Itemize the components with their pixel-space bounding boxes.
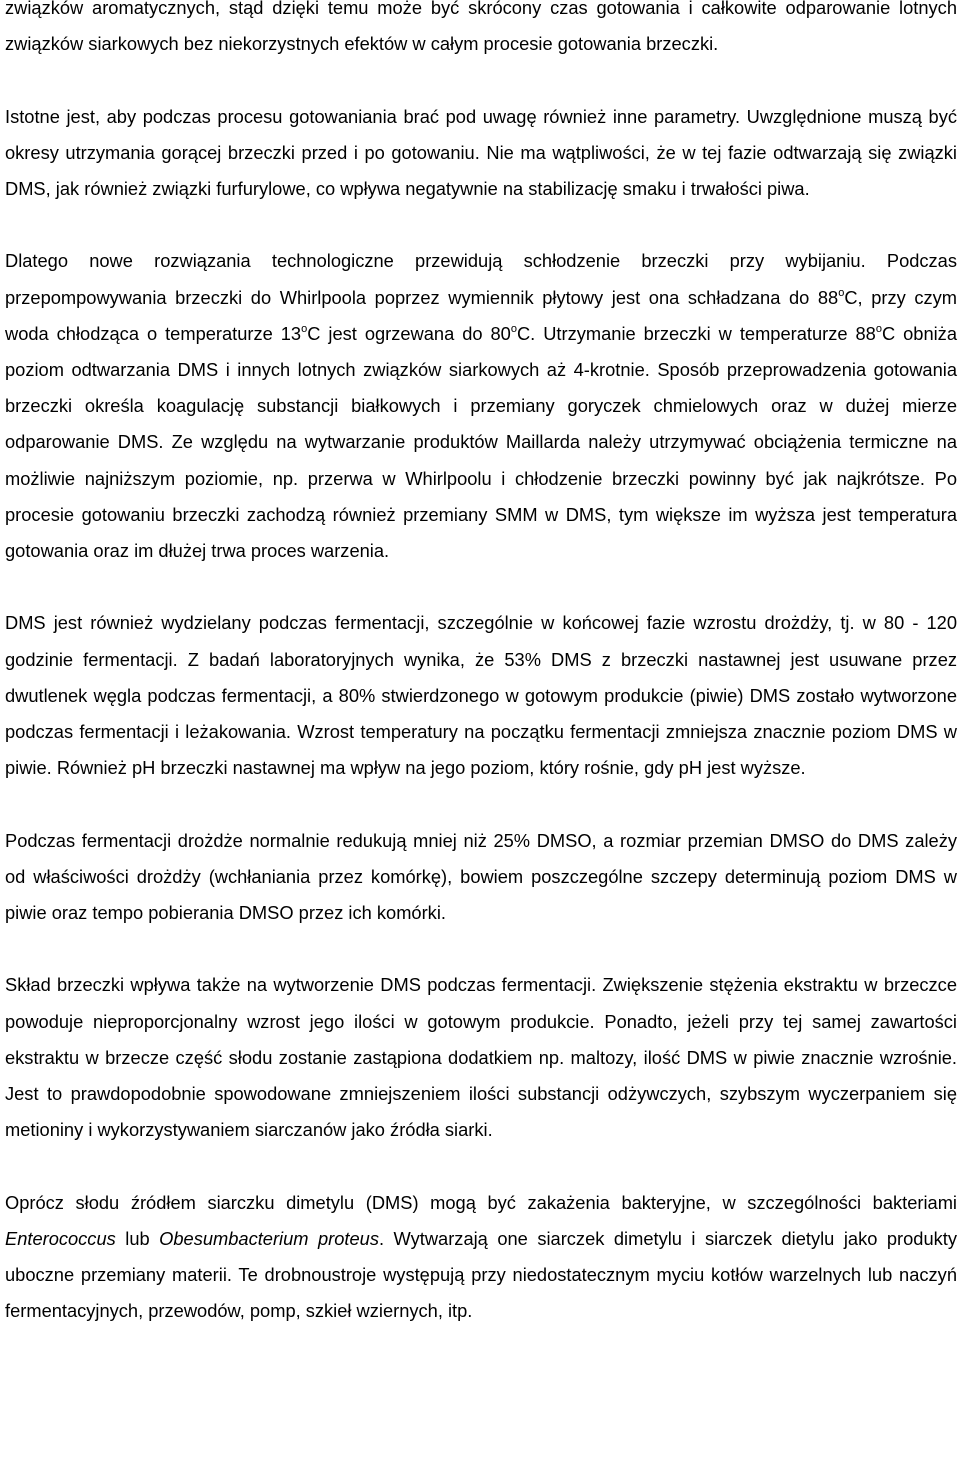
text-run: Podczas fermentacji drożdże normalnie redukują mniej niż 25% DMSO, a rozmiar przemian DMSO do DMS zależy od właściwości drożdży (wchłaniania przez komórkę), bowiem poszczególne szczepy determinują poziom DMS w piwie oraz tempo pobierania DMSO przez ich komórki.	[5, 829, 957, 924]
text-run: C, przy czym woda chłodząca o temperaturze 13	[5, 286, 957, 344]
text-run: C. Utrzymanie brzeczki w temperaturze 88	[516, 322, 876, 344]
text-run: Dlatego nowe rozwiązania technologiczne przewidują schłodzenie brzeczki przy wybijaniu. Podczas przepompowywania brzeczki do Whirlpoola poprzez wymiennik płytowy jest ona schładzana do 88	[5, 250, 957, 308]
text-run: Istotne jest, aby podczas procesu gotowaniania brać pod uwagę również inne parametry. Uwzględnione muszą być okresy utrzymania gorącej brzeczki przed i po gotowaniu. Nie ma wątpliwości, że w tej fazie odtwarzają się związki DMS, jak również związki furfurylowe, co wpływa negatywnie na stabilizację smaku i trwałości piwa.	[5, 105, 957, 199]
text-run: Skład brzeczki wpływa także na wytworzenie DMS podczas fermentacji. Zwiększenie stężenia ekstraktu w brzeczce powoduje nieproporcjonalny wzrost jego ilości w gotowym produkcie. Ponadto, jeżeli przy tej samej zawartości ekstraktu w brzecze część słodu zostanie zastąpiona dodatkiem np. maltozy, ilość DMS w piwie znacznie wzrośnie. Jest to prawdopodobnie spowodowane zmniejszeniem ilości substancji odżywczych, szybszym wyczerpaniem się metioniny i wykorzystywaniem siarczanów jako źródła siarki.	[5, 974, 957, 1141]
degree-superscript: o	[838, 286, 845, 299]
text-run: C obniża poziom odtwarzania DMS i innych lotnych związków siarkowych aż 4-krotnie. Sposób przeprowadzenia gotowania brzeczki określa koagulację substancji białkowych i przemiany goryczek chmielowych oraz w dużej mierze odparowanie DMS. Ze względu na wytwarzanie produktów Maillarda należy utrzymywać obciążenia termiczne na możliwie najniższym poziomie, np. przerwa w Whirlpoolu i chłodzenie brzeczki powinny być jak najkrótsze. Po procesie gotowaniu brzeczki zachodzą również przemiany SMM w DMS, tym większe im wyższa jest temperatura gotowania oraz im dłużej trwa proces warzenia.	[5, 322, 957, 562]
text-run: Oprócz słodu źródłem siarczku dimetylu (DMS) mogą być zakażenia bakteryjne, w szczególności bakteriami	[5, 1191, 957, 1213]
paragraph	[5, 823, 957, 932]
document-page	[5, 0, 957, 1329]
degree-superscript: o	[875, 322, 882, 335]
paragraph	[5, 0, 957, 62]
paragraph	[5, 99, 957, 208]
degree-superscript: o	[301, 322, 308, 335]
paragraph	[5, 967, 957, 1148]
paragraph	[5, 243, 957, 569]
italic-text-run: Enterococcus	[5, 1227, 116, 1249]
text-run: C jest ogrzewana do 80	[307, 322, 511, 344]
text-run: DMS jest również wydzielany podczas fermentacji, szczególnie w końcowej fazie wzrostu drożdży, tj. w 80 - 120 godzinie fermentacji. Z badań laboratoryjnych wynika, że 53% DMS z brzeczki nastawnej jest usuwane przez dwutlenek węgla podczas fermentacji, a 80% stwierdzonego w gotowym produkcie (piwie) DMS zostało wytworzone podczas fermentacji i leżakowania. Wzrost temperatury na początku fermentacji zmniejsza znacznie poziom DMS w piwie. Również pH brzeczki nastawnej ma wpływ na jego poziom, który rośnie, gdy pH jest wyższe.	[5, 612, 957, 779]
degree-superscript: o	[510, 322, 517, 335]
paragraph	[5, 1185, 957, 1330]
italic-text-run: Obesumbacterium proteus	[159, 1227, 379, 1249]
paragraph	[5, 605, 957, 786]
text-run: lub	[115, 1227, 160, 1249]
text-run: związków aromatycznych, stąd dzięki temu może być skrócony czas gotowania i całkowite odparowanie lotnych związków siarkowych bez niekorzystnych efektów w całym procesie gotowania brzeczki.	[5, 0, 957, 55]
text-run: . Wytwarzają one siarczek dimetylu i siarczek dietylu jako produkty uboczne przemiany materii. Te drobnoustroje występują przy niedostatecznym myciu kotłów warzelnych lub naczyń fermentacyjnych, przewodów, pomp, szkieł wziernych, itp.	[5, 1227, 957, 1322]
